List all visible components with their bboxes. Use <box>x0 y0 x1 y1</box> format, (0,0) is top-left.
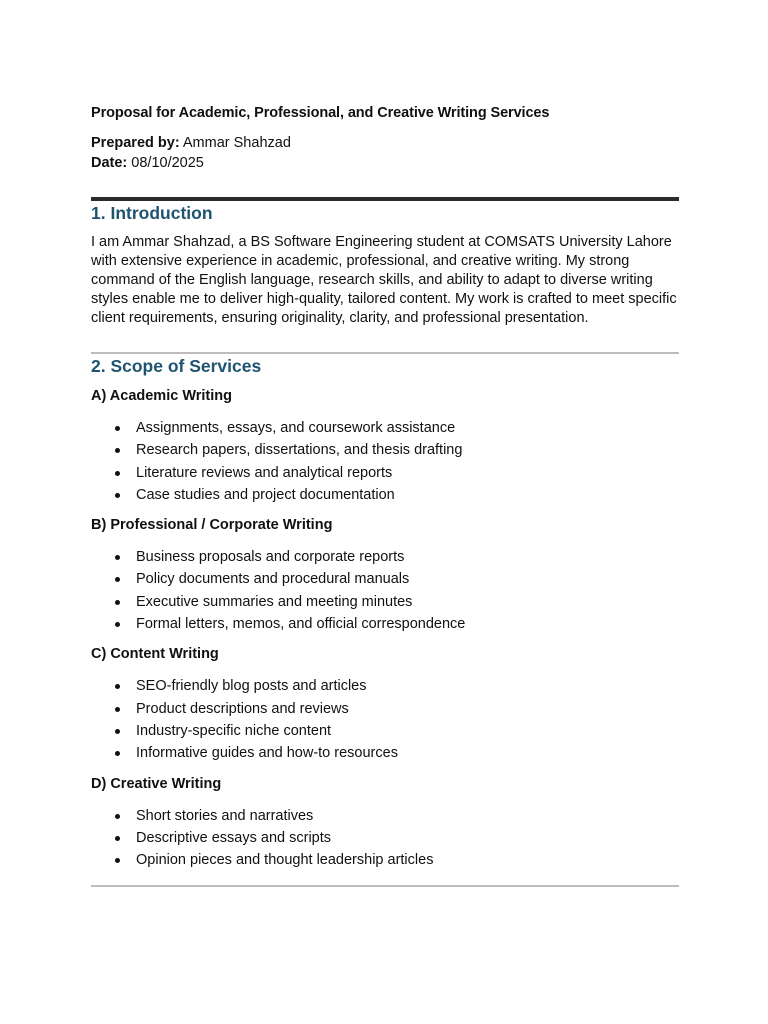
bullet-icon <box>115 707 120 712</box>
introduction-paragraph: I am Ammar Shahzad, a BS Software Engineering student at COMSATS University Lahore with extensive experience in academic, professional, and creative writing. My strong command of the English language, research skills, and ability to adapt to diverse writing styles enable me to deliver high-quality, tailored content. My work is crafted to meet specific client requirements, ensuring originality, clarity, and professional presentation. <box>91 234 677 326</box>
list-item-text: SEO-friendly blog posts and articles <box>136 678 367 695</box>
list-item <box>91 742 679 764</box>
list-item-text: Research papers, dissertations, and thesis drafting <box>136 442 463 459</box>
date-label: Date: <box>91 155 128 171</box>
prepared-by-value: Ammar Shahzad <box>182 135 291 151</box>
list-item-text: Formal letters, memos, and official correspondence <box>136 616 466 633</box>
list-item-text: Industry-specific niche content <box>136 722 332 739</box>
prepared-by-label: Prepared by: <box>91 135 180 151</box>
service-group-academic <box>91 386 679 506</box>
list-item-text: Business proposals and corporate reports <box>136 549 405 566</box>
bullet-icon <box>115 577 120 582</box>
service-group-title: D) Creative Writing <box>91 775 222 792</box>
bullet-icon <box>115 493 120 498</box>
service-group-creative <box>91 774 679 872</box>
bullet-icon <box>115 684 120 689</box>
list-item <box>91 568 679 590</box>
date-line <box>91 153 679 173</box>
list-item <box>91 417 679 439</box>
list-item-text: Product descriptions and reviews <box>136 700 349 717</box>
list-item <box>91 675 679 697</box>
list-item-text: Opinion pieces and thought leadership articles <box>136 852 434 869</box>
list-item-text: Assignments, essays, and coursework assistance <box>136 420 456 436</box>
list-item <box>91 439 679 461</box>
document-page <box>91 102 679 887</box>
bullet-icon <box>115 729 120 734</box>
list-item-text: Case studies and project documentation <box>136 486 395 503</box>
date-value: 08/10/2025 <box>131 155 204 171</box>
list-item <box>91 827 679 849</box>
service-list <box>91 675 679 764</box>
service-group-content <box>91 644 679 764</box>
list-item <box>91 591 679 613</box>
introduction-heading: 1. Introduction <box>91 203 213 223</box>
service-group-title: A) Academic Writing <box>91 388 232 404</box>
list-item-text: Executive summaries and meeting minutes <box>136 593 413 610</box>
bullet-icon <box>115 555 120 560</box>
bullet-icon <box>115 751 120 756</box>
service-group-title: C) Content Writing <box>91 646 219 663</box>
list-item <box>91 546 679 568</box>
list-item <box>91 720 679 742</box>
list-item-text: Informative guides and how-to resources <box>136 745 398 762</box>
section-divider <box>91 885 679 887</box>
list-item <box>91 484 679 506</box>
service-list <box>91 546 679 635</box>
bullet-icon <box>115 471 120 476</box>
service-group-title: B) Professional / Corporate Writing <box>91 517 333 534</box>
bullet-icon <box>115 858 120 863</box>
service-group-professional <box>91 515 679 635</box>
service-list <box>91 805 679 872</box>
document-meta <box>91 133 679 173</box>
list-item <box>91 698 679 720</box>
bullet-icon <box>115 426 120 431</box>
list-item-text: Policy documents and procedural manuals <box>136 571 410 588</box>
bullet-icon <box>115 836 120 841</box>
bullet-icon <box>115 448 120 453</box>
list-item <box>91 849 679 871</box>
list-item-text: Descriptive essays and scripts <box>136 829 332 846</box>
scope-heading: 2. Scope of Services <box>91 356 262 376</box>
bullet-icon <box>115 622 120 627</box>
list-item <box>91 462 679 484</box>
list-item <box>91 613 679 635</box>
prepared-by-line <box>91 133 679 153</box>
bullet-icon <box>115 600 120 605</box>
bullet-icon <box>115 814 120 819</box>
list-item <box>91 805 679 827</box>
list-item-text: Literature reviews and analytical reports <box>136 464 393 481</box>
document-title: Proposal for Academic, Professional, and Creative Writing Services <box>91 105 550 121</box>
service-list <box>91 417 679 506</box>
list-item-text: Short stories and narratives <box>136 807 314 824</box>
